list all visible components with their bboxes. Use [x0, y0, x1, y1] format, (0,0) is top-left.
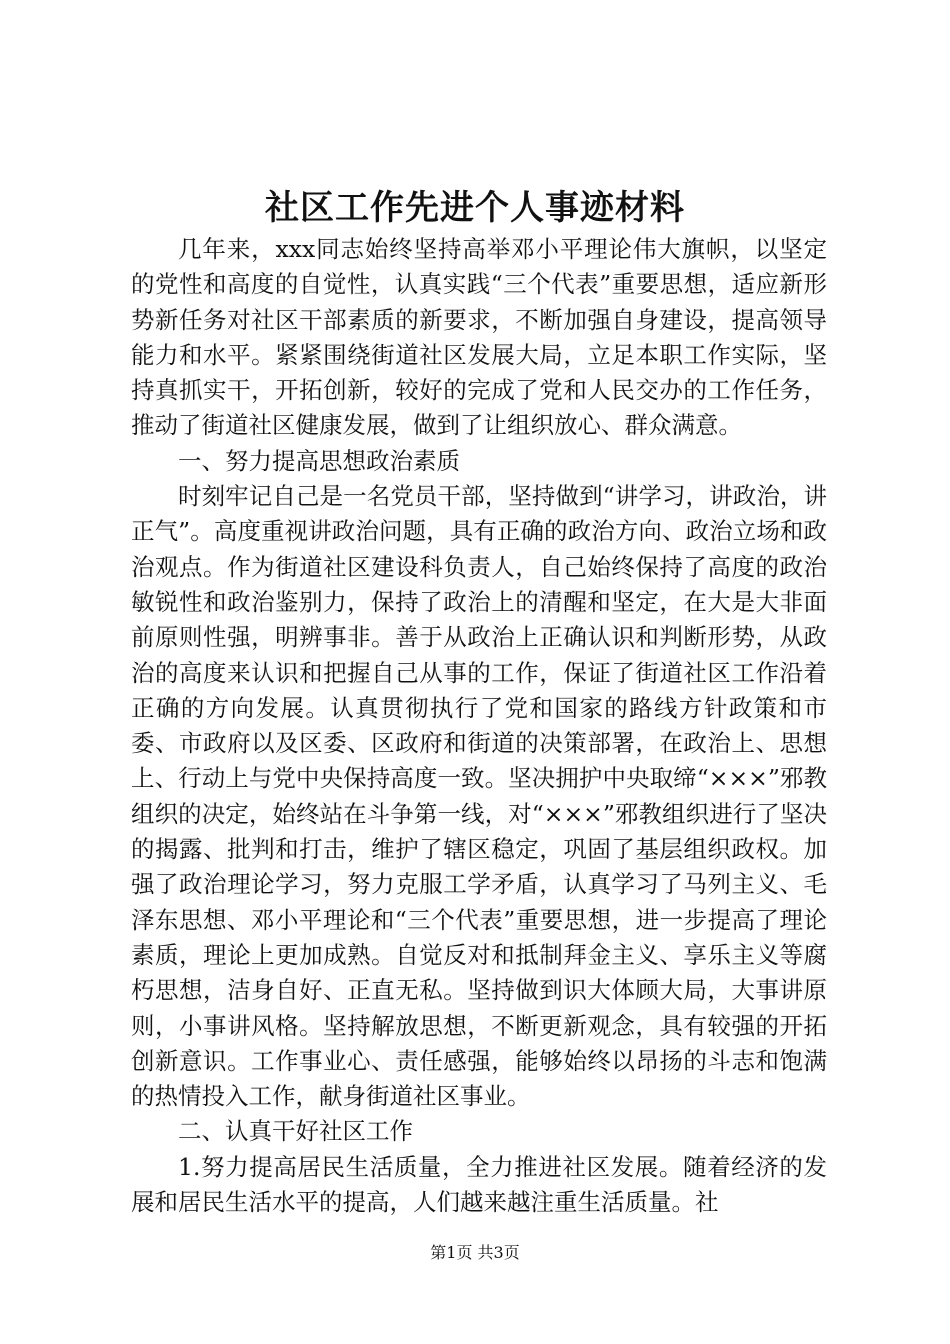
section-1-paragraph: 时刻牢记自己是一名党员干部，坚持做到“讲学习，讲政治，讲正气”。高度重视讲政治问题，具有正确的政治方向、政治立场和政治观点。作为街道社区建设科负责人，自己始终保持了高度的政治敏锐性和政治鉴别力，保持了政治上的清醒和坚定，在大是大非面前原则性强，明辨事非。善于从政治上正确认识和判断形势，从政治的高度来认识和把握自己从事的工作，保证了街道社区工作沿着正确的方向发展。认真贯彻执行了党和国家的路线方针政策和市委、市政府以及区委、区政府和街道的决策部署，在政治上、思想上、行动上与党中央保持高度一致。坚决拥护中央取缔“×××”邪教组织的决定，始终站在斗争第一线，对“×××”邪教组织进行了坚决的揭露、批判和打击，维护了辖区稳定，巩固了基层组织政权。加强了政治理论学习，努力克服工学矛盾，认真学习了马列主义、毛泽东思想、邓小平理论和“三个代表”重要思想，进一步提高了理论素质，理论上更加成熟。自觉反对和抵制拜金主义、享乐主义等腐朽思想，洁身自好、正直无私。坚持做到识大体顾大局，大事讲原则，小事讲风格。坚持解放思想，不断更新观念，具有较强的开拓创新意识。工作事业心、责任感强，能够始终以昂扬的斗志和饱满的热情投入工作，献身街道社区事业。 [131, 482, 827, 1111]
section-heading-2: 二、认真干好社区工作 [178, 1117, 413, 1146]
document-title: 社区工作先进个人事迹材料 [265, 188, 685, 228]
document-body [131, 232, 827, 1220]
section-heading-1: 一、努力提高思想政治素质 [178, 446, 460, 475]
page-footer: 第1页 共3页 [430, 1243, 520, 1262]
section-2-paragraph: 1.努力提高居民生活质量，全力推进社区发展。随着经济的发展和居民生活水平的提高，人们越来越注重生活质量。社 [131, 1152, 827, 1217]
intro-paragraph: 几年来，xxx同志始终坚持高举邓小平理论伟大旗帜，以坚定的党性和高度的自觉性，认真实践“三个代表”重要思想，适应新形势新任务对社区干部素质的新要求，不断加强自身建设，提高领导能力和水平。紧紧围绕街道社区发展大局，立足本职工作实际，坚持真抓实干，开拓创新，较好的完成了党和人民交办的工作任务，推动了街道社区健康发展，做到了让组织放心、群众满意。 [131, 235, 827, 440]
